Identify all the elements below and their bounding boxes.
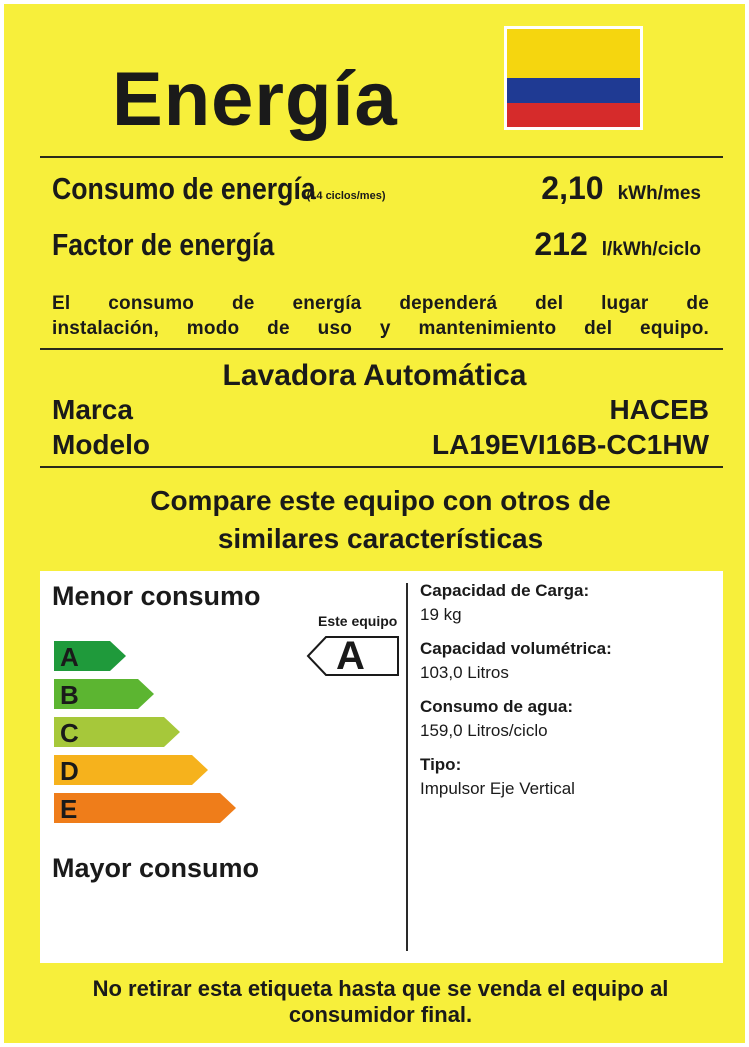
divider: [40, 466, 723, 468]
factor-unit: l/kWh/ciclo: [601, 239, 701, 260]
energy-label: [4, 4, 745, 1043]
lowest-consumption-label: Menor consumo: [52, 581, 261, 611]
spec-item: [420, 637, 710, 685]
flag-red-stripe: [507, 103, 640, 128]
grade-letter-e: E: [60, 794, 78, 824]
model-label: Modelo: [52, 429, 150, 460]
consumption-value: 2,10: [541, 170, 604, 206]
spec-label: Consumo de agua:: [420, 697, 574, 716]
grade-letter-c: C: [60, 718, 79, 748]
footer-line-2: consumidor final.: [288, 1002, 473, 1027]
brand-row: [52, 394, 709, 426]
factor-label: Factor de energía: [52, 227, 275, 262]
spec-label: Tipo:: [420, 755, 462, 774]
footer-warning: [44, 976, 717, 1028]
model-row: [52, 429, 709, 461]
spec-value: Impulsor Eje Vertical: [420, 779, 575, 798]
spec-item: [420, 695, 710, 743]
factor-row: [52, 226, 701, 263]
divider: [40, 348, 723, 350]
grade-letter-b: B: [60, 680, 79, 710]
colombia-flag: [504, 26, 643, 130]
consumption-sub-label: (14 ciclos/mes): [306, 190, 386, 202]
model-value: LA19EVI16B-CC1HW: [432, 429, 709, 460]
grade-letter-a: A: [60, 642, 79, 672]
highest-consumption-label: Mayor consumo: [52, 853, 260, 883]
consumption-row: [52, 170, 701, 207]
specs-list: [420, 579, 710, 811]
panel-divider: [406, 583, 408, 951]
grade-bar-c: [54, 717, 180, 747]
compare-text: [44, 482, 717, 558]
this-appliance-label: Este equipo: [318, 613, 398, 629]
grade-letter-d: D: [60, 756, 79, 786]
this-appliance-grade: A: [336, 634, 365, 678]
brand-label: Marca: [52, 394, 133, 425]
label-title: Energía: [112, 57, 398, 142]
spec-item: [420, 753, 710, 801]
spec-label: Capacidad volumétrica:: [420, 639, 612, 658]
note-line-2: instalación, modo de uso y mantenimiento del equipo.: [52, 318, 709, 339]
consumption-label: Consumo de energía: [52, 171, 316, 206]
spec-value: 103,0 Litros: [420, 663, 509, 682]
spec-value: 159,0 Litros/ciclo: [420, 721, 548, 740]
grade-bar-e: [54, 793, 236, 823]
factor-value: 212: [534, 226, 588, 262]
compare-line-1: Compare este equipo con otros de: [150, 485, 611, 516]
note-line-1: El consumo de energía dependerá del lugar de: [52, 293, 709, 314]
flag-blue-stripe: [507, 78, 640, 103]
this-appliance-arrow: [306, 635, 400, 682]
compare-line-2: similares características: [217, 523, 544, 554]
grade-bar-b: [54, 679, 154, 709]
spec-value: 19 kg: [420, 605, 462, 624]
flag-yellow-stripe: [507, 29, 640, 78]
divider: [40, 156, 723, 158]
grade-bar-e-shape: [54, 793, 236, 823]
grade-bar-a: [54, 641, 126, 671]
consumption-unit: kWh/mes: [617, 183, 701, 204]
consumption-note: [52, 291, 709, 341]
footer-line-1: No retirar esta etiqueta hasta que se venda el equipo al: [92, 976, 669, 1001]
brand-value: HACEB: [609, 394, 709, 425]
efficiency-panel: [40, 571, 723, 963]
spec-item: [420, 579, 710, 627]
spec-label: Capacidad de Carga:: [420, 581, 590, 600]
grade-bar-d: [54, 755, 208, 785]
product-type: Lavadora Automática: [222, 359, 527, 392]
